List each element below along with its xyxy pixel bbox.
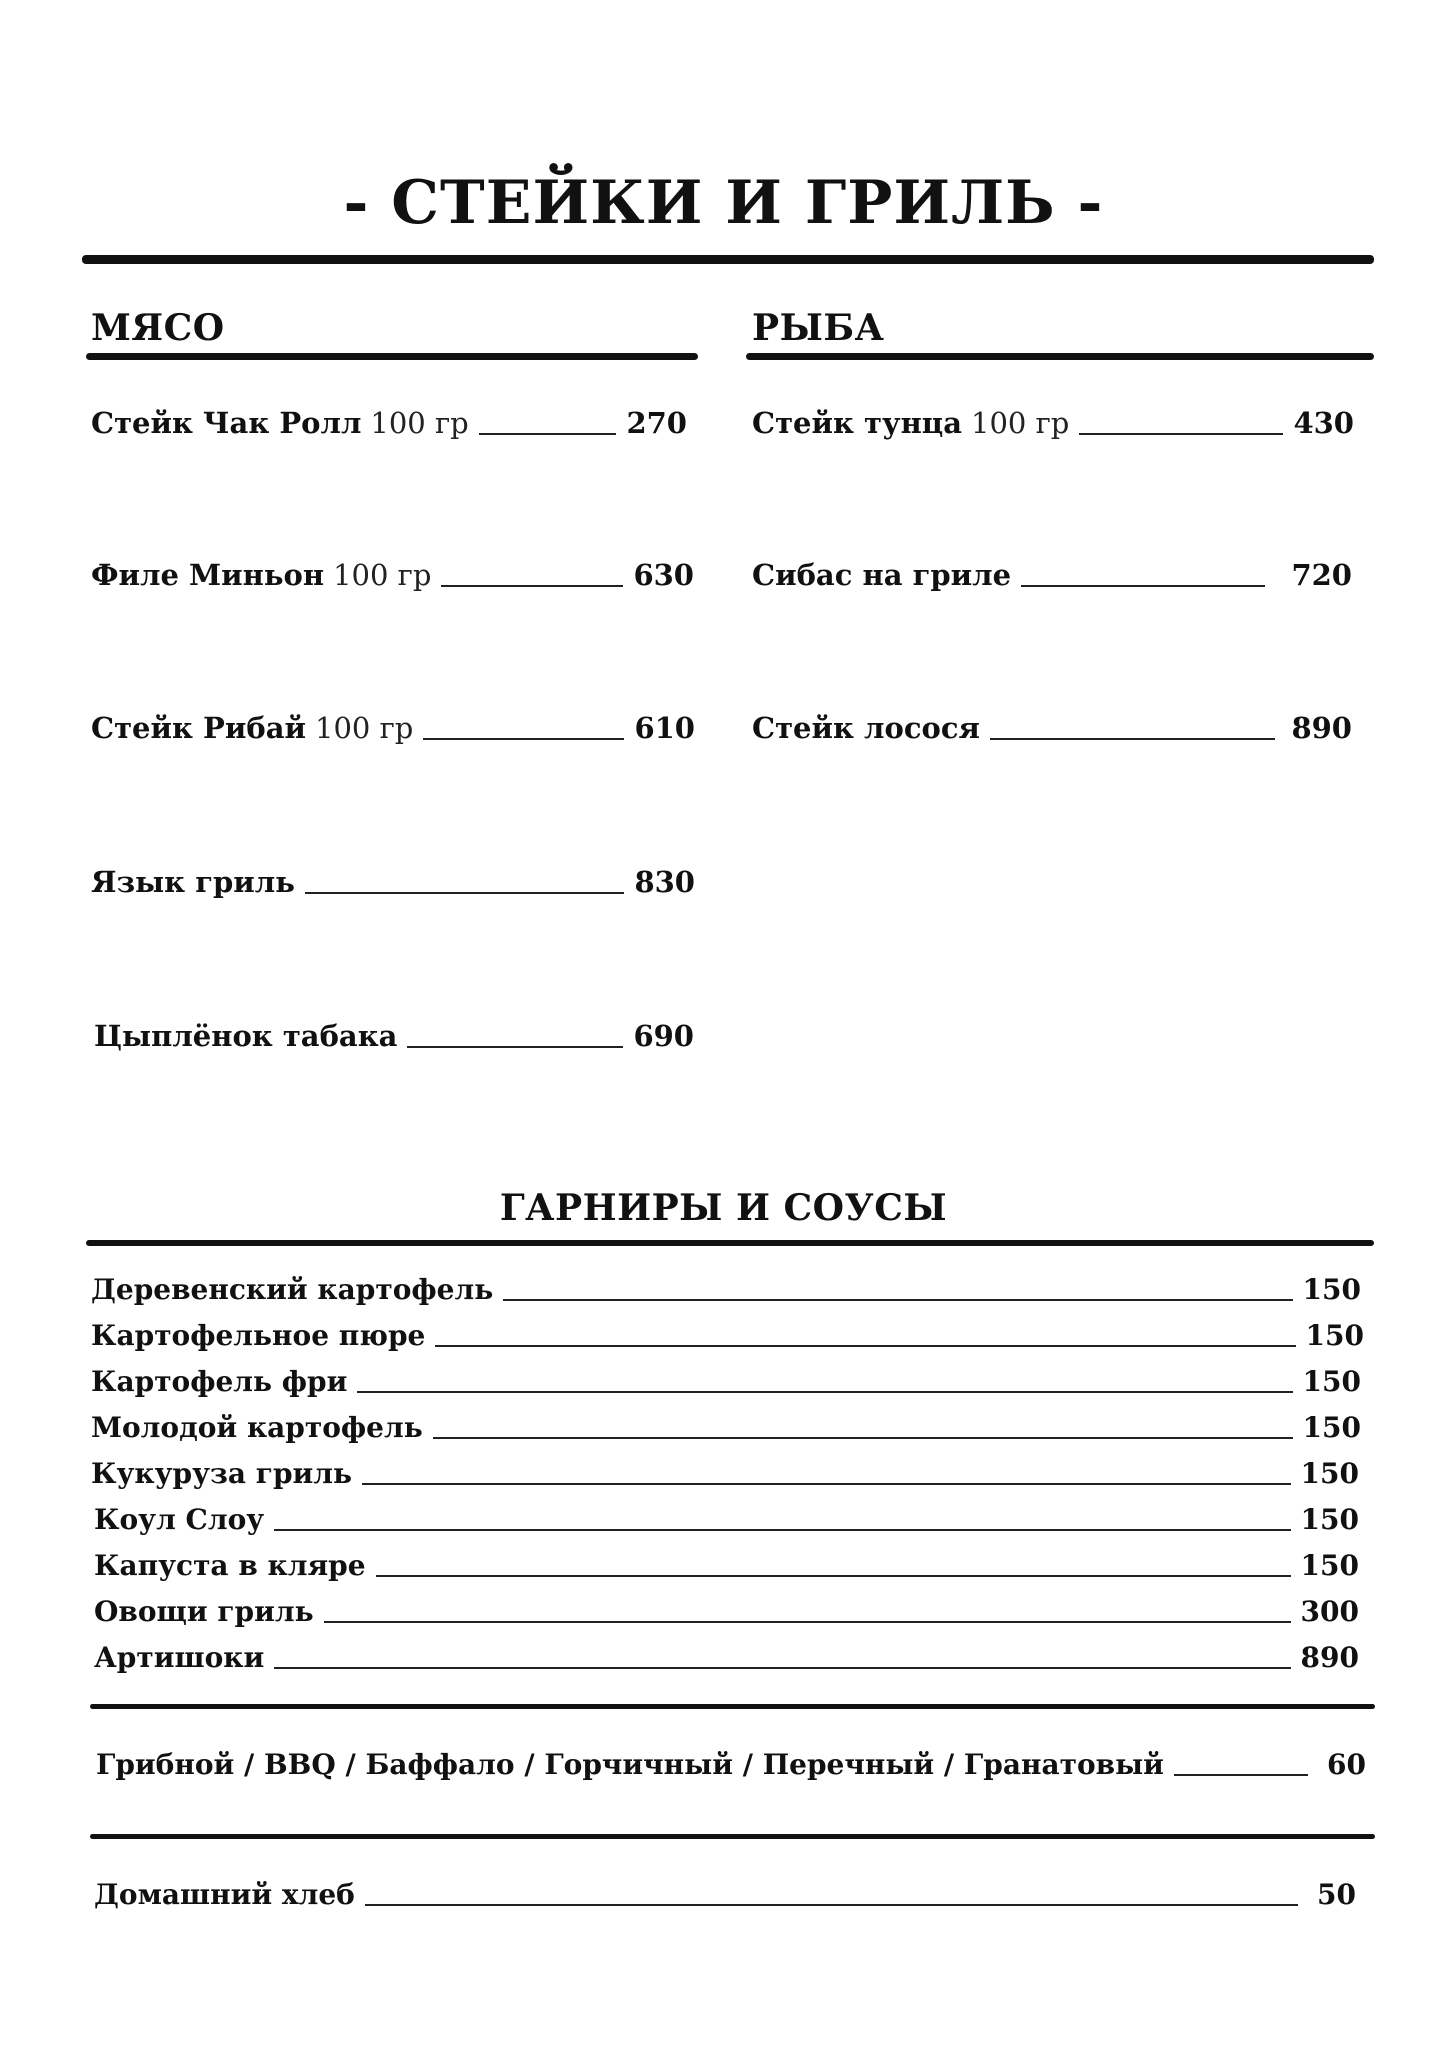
item-name: Цыплёнок табака bbox=[94, 1019, 398, 1053]
item-name: Картофельное пюре bbox=[91, 1319, 426, 1352]
item-name: Грибной / BBQ / Баффало / Горчичный / Перечный / Гранатовый bbox=[96, 1748, 1164, 1781]
dot-leader bbox=[441, 585, 623, 587]
item-name: Сибас на гриле bbox=[752, 558, 1012, 592]
item-weight: 100 гр bbox=[315, 711, 414, 745]
item-name: Капуста в кляре bbox=[94, 1549, 366, 1582]
item-price: 830 bbox=[634, 865, 695, 899]
menu-item bbox=[94, 1636, 1359, 1680]
menu-item bbox=[91, 403, 687, 443]
sides-heading: ГАРНИРЫ И СОУСЫ bbox=[499, 1187, 948, 1229]
item-price: 150 bbox=[1302, 1365, 1361, 1398]
dot-leader bbox=[435, 1345, 1295, 1347]
item-name: Коул Слоу bbox=[94, 1503, 265, 1536]
page-title: - СТЕЙКИ И ГРИЛЬ - bbox=[343, 168, 1104, 238]
menu-item bbox=[91, 862, 695, 902]
item-name: Стейк лосося bbox=[752, 711, 980, 745]
meat-heading: МЯСО bbox=[91, 307, 225, 349]
item-name: Картофель фри bbox=[91, 1365, 348, 1398]
sauces-bottom-divider bbox=[90, 1834, 1375, 1839]
dot-leader bbox=[433, 1437, 1293, 1439]
menu-item bbox=[91, 555, 694, 595]
item-weight: 100 гр bbox=[971, 406, 1070, 440]
item-price: 690 bbox=[633, 1019, 694, 1053]
item-price: 150 bbox=[1300, 1549, 1359, 1582]
item-price: 630 bbox=[633, 558, 694, 592]
dot-leader bbox=[305, 892, 625, 894]
menu-item bbox=[94, 1498, 1359, 1542]
dot-leader bbox=[1174, 1774, 1308, 1776]
menu-item bbox=[91, 708, 695, 748]
dot-leader bbox=[407, 1046, 623, 1048]
dot-leader bbox=[365, 1904, 1298, 1906]
item-price: 890 bbox=[1300, 1641, 1359, 1674]
item-price: 150 bbox=[1305, 1319, 1364, 1352]
menu-item bbox=[752, 555, 1352, 595]
item-price: 270 bbox=[626, 406, 687, 440]
item-price: 150 bbox=[1302, 1273, 1361, 1306]
item-name: Язык гриль bbox=[91, 865, 295, 899]
fish-divider bbox=[746, 353, 1374, 360]
sauces-top-divider bbox=[90, 1704, 1375, 1709]
menu-item bbox=[94, 1590, 1359, 1634]
menu-item bbox=[91, 1268, 1361, 1312]
item-name: Стейк тунца bbox=[752, 406, 963, 440]
menu-item bbox=[752, 403, 1354, 443]
dot-leader bbox=[376, 1575, 1291, 1577]
item-name: Филе Миньон bbox=[91, 558, 325, 592]
item-name: Овощи гриль bbox=[94, 1595, 314, 1628]
bread-item bbox=[94, 1875, 1356, 1915]
item-name: Стейк Рибай bbox=[91, 711, 307, 745]
menu-item bbox=[94, 1544, 1359, 1588]
item-price: 60 bbox=[1327, 1748, 1366, 1781]
menu-item bbox=[91, 1314, 1364, 1358]
item-weight: 100 гр bbox=[333, 558, 432, 592]
item-name: Стейк Чак Ролл bbox=[91, 406, 362, 440]
menu-item bbox=[91, 1360, 1361, 1404]
item-price: 150 bbox=[1302, 1411, 1361, 1444]
dot-leader bbox=[479, 433, 617, 435]
item-price: 430 bbox=[1293, 406, 1354, 440]
dot-leader bbox=[423, 738, 624, 740]
item-price: 50 bbox=[1317, 1878, 1356, 1911]
item-name: Артишоки bbox=[94, 1641, 265, 1674]
item-name: Кукуруза гриль bbox=[91, 1457, 353, 1490]
sauces-item bbox=[96, 1745, 1366, 1785]
dot-leader bbox=[1079, 433, 1283, 435]
item-price: 720 bbox=[1291, 558, 1352, 592]
item-price: 150 bbox=[1300, 1457, 1359, 1490]
dot-leader bbox=[990, 738, 1276, 740]
menu-item bbox=[91, 1406, 1361, 1450]
menu-item bbox=[91, 1452, 1359, 1496]
fish-heading: РЫБА bbox=[752, 307, 885, 349]
dot-leader bbox=[274, 1529, 1290, 1531]
item-name: Деревенский картофель bbox=[91, 1273, 494, 1306]
item-price: 890 bbox=[1291, 711, 1352, 745]
item-price: 150 bbox=[1300, 1503, 1359, 1536]
dot-leader bbox=[324, 1621, 1291, 1623]
dot-leader bbox=[274, 1667, 1290, 1669]
dot-leader bbox=[357, 1391, 1292, 1393]
item-weight: 100 гр bbox=[370, 406, 469, 440]
item-price: 300 bbox=[1300, 1595, 1359, 1628]
item-name: Молодой картофель bbox=[91, 1411, 423, 1444]
menu-item bbox=[94, 1016, 694, 1056]
dot-leader bbox=[503, 1299, 1292, 1301]
item-name: Домашний хлеб bbox=[94, 1878, 355, 1911]
dot-leader bbox=[1021, 585, 1265, 587]
meat-divider bbox=[86, 353, 698, 360]
menu-item bbox=[752, 708, 1352, 748]
dot-leader bbox=[362, 1483, 1290, 1485]
item-price: 610 bbox=[634, 711, 695, 745]
title-divider bbox=[82, 255, 1374, 264]
sides-divider bbox=[86, 1240, 1374, 1246]
